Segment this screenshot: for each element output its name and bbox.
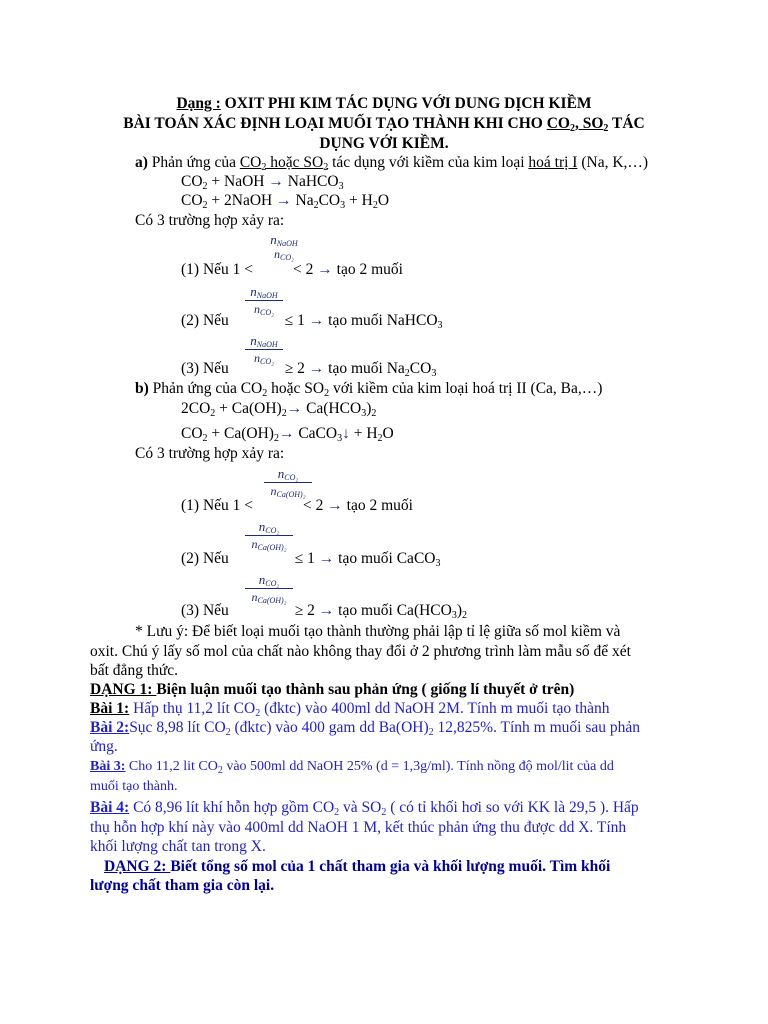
- part-b-equation-2: $CO_2 + Ca(OH)_2\to$ CaCO$_3$↓ + $H_2O$: [181, 425, 394, 444]
- exercise-3-line-2: muối tạo thành.: [90, 779, 178, 794]
- dang-1-heading: DẠNG 1: Biện luận muối tạo thành sau phản ứng ( giống lí thuyết ở trên): [90, 681, 575, 698]
- arrow-icon: →: [286, 400, 303, 417]
- part-a-equation-1: $CO_2$ + NaOH → NaHCO$_3$: [181, 173, 344, 192]
- note-line-1: * Lưu ý: Để biết loại muối tạo thành thường phải lập tỉ lệ giữa số mol kiềm và: [135, 623, 621, 640]
- arrow-icon: →: [318, 602, 335, 619]
- part-b-equation-1: $2CO_2 + Ca(OH)_2\to Ca(HCO_3)_2$: [181, 400, 377, 419]
- arrow-icon: →: [278, 425, 295, 442]
- ratio-fraction: $n_{CO_2}$ $n_{Ca(OH)_2}$: [245, 520, 293, 551]
- part-b-case-1: (1) Nếu 1 < < 2 → tạo 2 muối: [181, 497, 413, 514]
- part-a-equation-2: $CO_2$ + 2NaOH → $Na_2CO_3 + H_2O$: [181, 192, 390, 211]
- title-line2-post: TÁC: [608, 115, 645, 132]
- arrow-down-icon: ↓: [342, 425, 350, 442]
- exercise-1: Bài 1: Hấp thụ 11,2 lít $CO_2$ (đktc) vào 400ml dd NaOH 2M. Tính m muối tạo thành: [90, 700, 610, 719]
- exercise-4-line-3: khối lượng chất tan trong X.: [90, 838, 266, 855]
- title-line2-pre: BÀI TOÁN XÁC ĐỊNH LOẠI MUỐI TẠO THÀNH KHI CHO: [123, 115, 547, 132]
- arrow-icon: →: [276, 192, 292, 209]
- part-a-case-3: (3) Nếu ≥ 2 → tạo muối $Na_2CO_3$: [181, 360, 437, 379]
- arrow-icon: →: [308, 312, 325, 329]
- part-b-case-2: (2) Nếu ≤ 1 → tạo muối CaCO$_3$: [181, 550, 441, 569]
- ratio-fraction: $n_{CO_2}$ $n_{Ca(OH)_2}$: [264, 467, 312, 498]
- exercise-2: Bài 2:Sục 8,98 lít $CO_2$ (đktc) vào 400 gam dd $Ba(OH)_2$ 12,825%. Tính m muối sau phản: [90, 719, 641, 738]
- ratio-fraction: $n_{NaOH}$ $n_{CO_2}$: [270, 232, 298, 262]
- arrow-icon: →: [327, 497, 343, 514]
- title-text: OXIT PHI KIM TÁC DỤNG VỚI DUNG DỊCH KIỀM: [220, 95, 592, 112]
- ratio-fraction: $n_{CO_2}$ $n_{Ca(OH)_2}$: [245, 573, 293, 604]
- dang-2-heading-line-2: lượng chất tham gia còn lại.: [90, 877, 275, 894]
- part-b-case-3: (3) Nếu ≥ 2 → tạo muối $Ca(HCO_3)_2$: [181, 602, 467, 621]
- exercise-2-line-2: ứng.: [90, 738, 118, 755]
- arrow-icon: →: [308, 360, 325, 377]
- arrow-icon: →: [268, 173, 284, 190]
- part-a-case-1: (1) Nếu 1 < < 2 → tạo 2 muối: [181, 261, 403, 278]
- title-label: Dạng :: [176, 95, 221, 112]
- part-b-heading: b) Phản ứng của $CO_2$ hoặc $SO_2$ với kiềm của kim loại hoá trị II (Ca, Ba,…): [135, 380, 603, 399]
- ratio-fraction: $n_{NaOH}$ $n_{CO_2}$: [245, 334, 283, 365]
- part-a-heading: a) Phản ứng của $CO_2$ hoặc $SO_2$ tác dụng với kiềm của kim loại hoá trị I (Na, K,…): [135, 154, 649, 173]
- arrow-icon: →: [317, 261, 333, 278]
- arrow-icon: →: [318, 550, 335, 567]
- ratio-fraction: $n_{NaOH}$ $n_{CO_2}$: [245, 285, 283, 316]
- document-title-line2: [0, 114, 768, 134]
- part-b-cases-intro: Có 3 trường hợp xảy ra:: [135, 445, 285, 462]
- part-a-case-2: (2) Nếu ≤ 1 → tạo muối NaHCO$_3$: [181, 312, 443, 331]
- exercise-4: Bài 4: Có 8,96 lít khí hỗn hợp gồm $CO_2$ và $SO_2$ ( có tỉ khối hơi so với KK là 29,5 ). Hấp: [90, 799, 639, 818]
- dang-2-heading: DẠNG 2: Biết tổng số mol của 1 chất tham gia và khối lượng muối. Tìm khối: [104, 858, 611, 875]
- part-a-cases-intro: Có 3 trường hợp xảy ra:: [135, 212, 285, 229]
- document-title-line1: [0, 94, 768, 114]
- document-title-line3: DỤNG VỚI KIỀM.: [319, 135, 449, 152]
- exercise-4-line-2: thụ hỗn hợp khí này vào 400ml dd NaOH 1 M, kết thúc phản ứng thu được dd X. Tính: [90, 819, 627, 836]
- note-line-3: bất đẳng thức.: [90, 662, 179, 679]
- exercise-3: Bài 3: Cho 11,2 lit $CO_2$ vào 500ml dd NaOH 25% (d = 1,3g/ml). Tính nồng độ mol/lit của dd: [90, 759, 614, 776]
- title-co2: $CO_2$, $SO_2$: [546, 115, 609, 134]
- note-line-2: oxit. Chú ý lấy số mol của chất nào không thay đổi ở 2 phương trình làm mẫu số để xét: [90, 643, 631, 660]
